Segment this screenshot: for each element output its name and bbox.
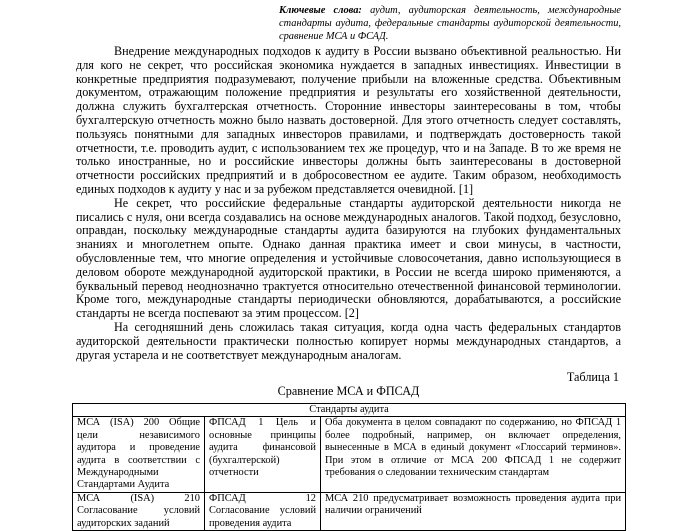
msa-cell: МСА (ISA) 210 Согласование условий аудиторских заданий [73, 492, 205, 530]
comparison-table [72, 403, 626, 531]
comparison-cell: МСА 210 предусматривает возможность проведения аудита при наличии ограничений [321, 492, 626, 530]
paragraph: Не секрет, что российские федеральные стандарты аудиторской деятельности никогда не писались с нуля, они всегда создавались на основе международных аналогов. Такой подход, безусловно, оправдан, поскольку международные стандарты аудита базируются на глубоких фундаментальных знаниях и многолетнем опыте. Однако данная практика имеет и свои минусы, в частности, обусловленные тем, что многие определения и устойчивые словосочетания, давно использующиеся в деловом обороте международной аудиторской практики, в России не всегда широко применяются, а буквальный перевод неоднозначно трактуется относительно отечественной финансовой терминологии. Кроме того, международные стандарты периодически обновляются, дорабатываются, а российские стандарты не всегда поспевают за этим процессом. [2] [76, 195, 621, 321]
article-body [76, 45, 621, 362]
table-label: Таблица 1 [566, 370, 619, 384]
fpsad-cell: ФПСАД 12 Согласование условий проведения аудита [205, 492, 321, 530]
table-row [73, 417, 626, 492]
fpsad-cell: ФПСАД 1 Цель и основные принципы аудита финансовой (бухгалтерской) отчетности [205, 417, 321, 492]
keywords-text: аудит, аудиторская деятельность, международные стандарты аудита, федеральные стандарты аудиторской деятельности, сравнение МСА и ФСАД. [279, 5, 621, 42]
keywords-label: Ключевые слова: [279, 5, 362, 16]
paragraph: На сегодняшний день сложилась такая ситуация, когда одна часть федеральных стандартов аудиторской деятельности практически полностью копирует нормы международных стандартов, а другая устарела и не соответствует международным аналогам. [76, 319, 621, 362]
paragraph: Внедрение международных подходов к аудиту в России вызвано объективной реальностью. Ни для кого не секрет, что российская экономика нуждается в западных инвестициях. Инвестиции в конкретные предприятия подразумевают, получение прибыли на вложенные средства. Объективным документом, отражающим положение предприятия и результаты его хозяйственной деятельности, должна служить бухгалтерская отчетность. Сторонние инвесторы заинтересованы в том, чтобы бухгалтерскую отчетность можно было назвать достоверной. Для этого отчетность следует составлять, пользуясь понятными для западных инвесторов правилами, и подтверждать достоверность такой отчетности, т.е. проводить аудит, с использованием тех же процедур, что и на Западе. В то же время не только иностранные, но и российские инвесторы должны быть заинтересованы в достоверной отчетности российских предприятий и в добросовестном ее аудите. Таким образом, необходимость единых подходов к аудиту у нас и за рубежом представляется очевидной. [1] [76, 44, 621, 196]
table-caption: Сравнение МСА и ФПСАД [277, 384, 420, 398]
table-section-row [73, 404, 626, 417]
table-section-header: Стандарты аудита [73, 404, 626, 417]
keywords [279, 4, 621, 43]
comparison-cell: Оба документа в целом совпадают по содержанию, но ФПСАД 1 более подробный, например, он включает определения, вынесенные в МСА в единый документ «Глоссарий терминов». При этом в отличие от МСА 200 ФПСАД 1 не содержит требования о следовании техническим стандартам [321, 417, 626, 492]
msa-cell: МСА (ISA) 200 Общие цели независимого аудитора и проведение аудита в соответствии с Международными Стандартами Аудита [73, 417, 205, 492]
table-row [73, 492, 626, 530]
